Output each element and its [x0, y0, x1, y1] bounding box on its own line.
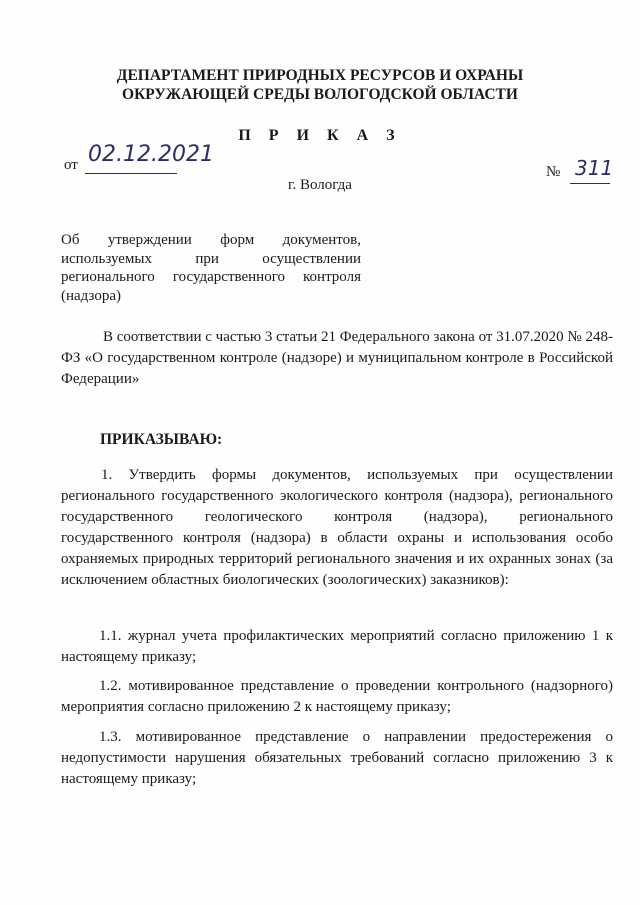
department-title-line-1: ДЕПАРТАМЕНТ ПРИРОДНЫХ РЕСУРСОВ И ОХРАНЫ [116, 67, 524, 84]
document-type-heading: П Р И К А З [238, 127, 402, 144]
date-handwritten: 02.12.2021 [88, 142, 214, 167]
department-title-line-2: ОКРУЖАЮЩЕЙ СРЕДЫ ВОЛОГОДСКОЙ ОБЛАСТИ [122, 86, 518, 103]
city: г. Вологда [288, 177, 352, 193]
order-item-1-3: 1.3. мотивированное представление о направлении предостережения о недопустимости нарушения обязательных требований согласно приложению 3 к настоящему приказу; [61, 729, 613, 787]
date-label: от [64, 157, 78, 173]
order-item-1-1: 1.1. журнал учета профилактических мероприятий согласно приложению 1 к настоящему приказу; [61, 628, 613, 665]
preamble-paragraph: В соответствии с частью 3 статьи 21 Федерального закона от 31.07.2020 № 248-ФЗ «О государственном контроле (надзоре) и муниципальном контроле в Российской Федерации» [61, 329, 613, 387]
date-underline [85, 173, 177, 174]
order-item-1: 1. Утвердить формы документов, используемых при осуществлении регионального государственного экологического контроля (надзора), регионального государственного геологического контроля (надзора), регионального государственного контроля (надзора) в области охраны и использования особо охраняемых природных территорий регионального значения и их охранных зонах (за исключением областных биологических (зоологических) заказников): [61, 467, 613, 588]
order-heading: ПРИКАЗЫВАЮ: [100, 431, 223, 448]
number-label: № [546, 164, 561, 180]
order-item-1-2: 1.2. мотивированное представление о проведении контрольного (надзорного) мероприятия согласно приложению 2 к настоящему приказу; [61, 678, 613, 715]
order-subject: Об утверждении форм документов, используемых при осуществлении регионального государственного контроля (надзора) [61, 232, 361, 304]
number-handwritten: 311 [575, 156, 614, 180]
